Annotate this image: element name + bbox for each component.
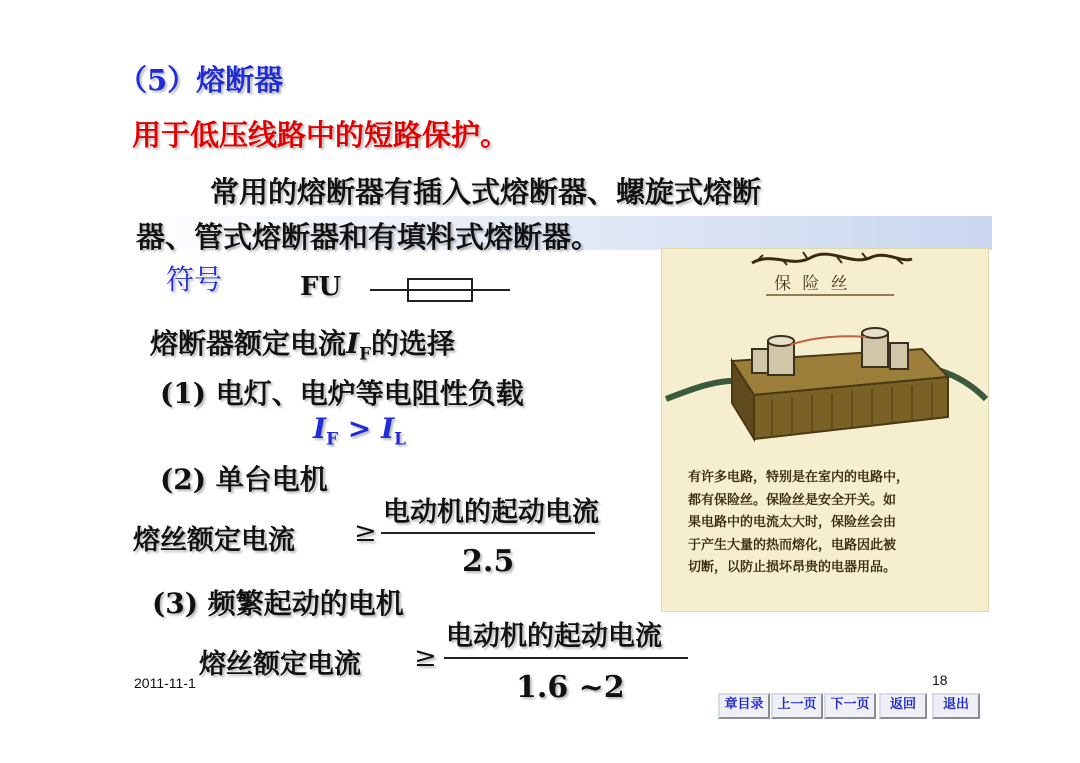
page-number: 18 — [932, 672, 948, 688]
picture-header: 保 险 丝 — [774, 274, 851, 294]
page-subtitle: 用于低压线路中的短路保护。 — [132, 118, 510, 152]
formula-3-numerator: 电动机的起动电流 — [446, 621, 662, 652]
case-2-text: 单台电机 — [215, 463, 328, 496]
formula-1-lhs: I — [313, 412, 327, 445]
intro-line-1: 常用的熔断器有插入式熔断器、螺旋式熔断 — [210, 175, 762, 209]
nav-prev-page-button[interactable]: 上一页 — [771, 693, 823, 719]
formula-1-rhs: I — [381, 412, 395, 445]
fuse-illustration-panel — [661, 248, 989, 612]
caption-line: 有许多电路，特别是在室内的电路中， — [688, 470, 910, 485]
case-1 — [160, 372, 524, 412]
formula-3-operator: ≥ — [414, 642, 437, 673]
case-3-text: 频繁起动的电机 — [207, 587, 404, 620]
selection-heading-suffix: 的选择 — [371, 327, 456, 360]
case-2-number: (2) — [160, 463, 206, 496]
footer-date: 2011-11-1 — [134, 675, 196, 691]
case-1-text: 电灯、电炉等电阻性负载 — [215, 377, 524, 410]
formula-2-lhs: 熔丝额定电流 — [133, 525, 295, 556]
formula-1-lhs-sub: F — [326, 428, 339, 449]
fuse-symbol-icon — [370, 276, 510, 304]
nav-chapter-index-button[interactable]: 章目录 — [718, 693, 770, 719]
nav-back-button[interactable]: 返回 — [879, 693, 927, 719]
formula-2-operator: ≥ — [354, 517, 377, 548]
case-3 — [152, 582, 404, 622]
page-title: （5）熔断器 — [118, 63, 284, 97]
case-1-number: (1) — [160, 377, 206, 410]
case-3-number: (3) — [152, 587, 198, 620]
caption-line: 都有保险丝。保险丝是安全开关。如 — [688, 492, 897, 508]
nav-exit-button[interactable]: 退出 — [932, 693, 980, 719]
selection-heading — [150, 322, 455, 364]
picture-caption — [688, 467, 980, 580]
case-2 — [160, 458, 328, 498]
selection-heading-prefix: 熔断器额定电流 — [150, 327, 347, 360]
formula-1-rhs-sub: L — [394, 428, 406, 449]
caption-line: 果电路中的电流太大时，保险丝会由 — [688, 515, 897, 530]
formula-2-fraction-line — [381, 532, 595, 534]
symbol-label: 符号 — [166, 263, 223, 296]
formula-1-operator: > — [347, 412, 372, 445]
formula-1 — [313, 412, 406, 449]
selection-heading-sub: F — [359, 343, 372, 364]
formula-3-fraction-line — [444, 657, 688, 659]
intro-line-2: 器、管式熔断器和有填料式熔断器。 — [136, 220, 601, 254]
formula-3-lhs: 熔丝额定电流 — [199, 649, 361, 680]
caption-line: 切断，以防止损坏昂贵的电器用品。 — [688, 560, 897, 575]
symbol-code: FU — [300, 272, 342, 302]
nav-next-page-button[interactable]: 下一页 — [824, 693, 876, 719]
formula-2-denominator: 2.5 — [462, 544, 515, 579]
formula-2-numerator: 电动机的起动电流 — [383, 497, 599, 528]
caption-line: 于产生大量的热而熔化，电路因此被 — [688, 537, 897, 553]
formula-3-denominator: 1.6 ~2 — [516, 670, 625, 705]
selection-heading-var: I — [346, 327, 360, 360]
